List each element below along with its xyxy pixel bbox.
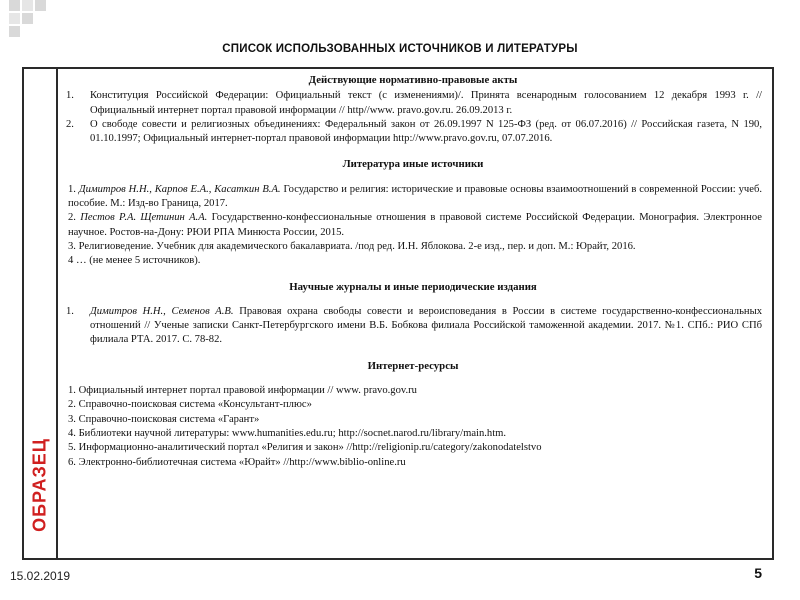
list-item: 1. Официальный интернет портал правовой информации // www. pravo.gov.ru: [68, 385, 417, 397]
item-number: 1.: [66, 305, 74, 317]
sample-stamp: ОБРАЗЕЦ: [29, 437, 50, 532]
bibliography-frame: [22, 67, 774, 560]
item-text: Конституция Российской Федерации: Официальный текст (с изменениями)/. Принята всенародным голосованием 12 декабря 1993 г. // Официальный интернет портал правовой информации // http//www. pravo.gov.ru. 26.09.2013 г.: [90, 90, 762, 116]
bibliography-content: [64, 73, 762, 470]
item-text: Государственно-конфессиональные отношения в правовой системе Российской Федерации. Монография. Электронное научное. Ростов-на-Дону: РЮИ РПА Минюста России, 2015.: [68, 212, 762, 238]
list-item: [68, 183, 762, 212]
item-authors: Димитров Н.Н., Карпов Е.А., Касаткин В.А.: [78, 183, 281, 195]
item-text: О свободе совести и религиозных объединениях: Федеральный закон от 26.09.1997 N 125-ФЗ (ред. от 06.07.2016) // Российская газета, N 190, 01.10.1997; Официальный интернет-портал правовой информации http://www.pravo.gov.ru, 07.07.2016.: [90, 118, 762, 145]
item-number: 1.: [68, 183, 79, 195]
literature-list: [64, 183, 762, 269]
item-number: 2.: [68, 212, 81, 224]
item-number: 2.: [66, 118, 74, 130]
journals-heading: Научные журналы и иные периодические издания: [289, 280, 537, 293]
item-number: 1.: [66, 90, 74, 102]
item-text: 3. Религиоведение. Учебник для академического бакалавриата. /под ред. И.Н. Яблокова. 2-е изд., пер. и доп. М.: Юрайт, 2016.: [68, 240, 636, 252]
list-item: [64, 89, 762, 118]
list-item: 2. Справочно-поисковая система «Консультант-плюс»: [68, 399, 312, 411]
item-text: 4 … (не менее 5 источников).: [68, 255, 201, 267]
slide-date: 15.02.2019: [10, 569, 71, 583]
normative-acts-heading: Действующие нормативно-правовые акты: [308, 74, 518, 86]
literature-heading: Литература иные источники: [342, 158, 484, 171]
list-item: [64, 305, 762, 348]
list-item: [68, 240, 762, 254]
list-item: 5. Информационно-аналитический портал «Религия и закон» //http://religionip.ru/category/zakonodatelstvo: [68, 442, 542, 454]
list-item: [64, 118, 762, 147]
sample-stamp-column: [24, 69, 58, 558]
list-item: 3. Справочно-поисковая система «Гарант»: [68, 413, 260, 425]
list-item: 4. Библиотеки научной литературы: www.humanities.edu.ru; http://socnet.narod.ru/library/main.htm.: [68, 427, 507, 439]
list-item: [68, 254, 762, 268]
list-item: 6. Электронно-библиотечная система «Юрайт» //http://www.biblio-online.ru: [68, 456, 406, 468]
item-text: Правовая охрана свободы совести и вероисповедания в России в системе государственно-конфессиональных отношений // Ученые записки Санкт-Петербургского имени В.Б. Бобкова филиала Российской таможенной академии. 2017. №1. СПб.: РИО СПб филиала РТА. 2017. С. 78-82.: [90, 305, 763, 346]
internet-resources-heading: Интернет-ресурсы: [367, 359, 459, 372]
decorative-squares: [0, 0, 60, 40]
internet-resources-list: [64, 384, 762, 470]
list-item: [68, 211, 762, 240]
item-authors: Пестов Р.А. Щетинин А.А.: [80, 212, 208, 224]
item-authors: Димитров Н.Н., Семенов А.В.: [90, 305, 234, 317]
page-number: 5: [754, 565, 762, 581]
journals-list: [64, 305, 762, 348]
item-text: Государство и религия: исторические и правовые основы взаимоотношений в современной России: учеб. пособие. М.: Изд-во Граница, 2017.: [68, 183, 762, 210]
normative-acts-list: [64, 89, 762, 146]
page-title: СПИСОК ИСПОЛЬЗОВАННЫХ ИСТОЧНИКОВ И ЛИТЕРАТУРЫ: [222, 43, 578, 55]
